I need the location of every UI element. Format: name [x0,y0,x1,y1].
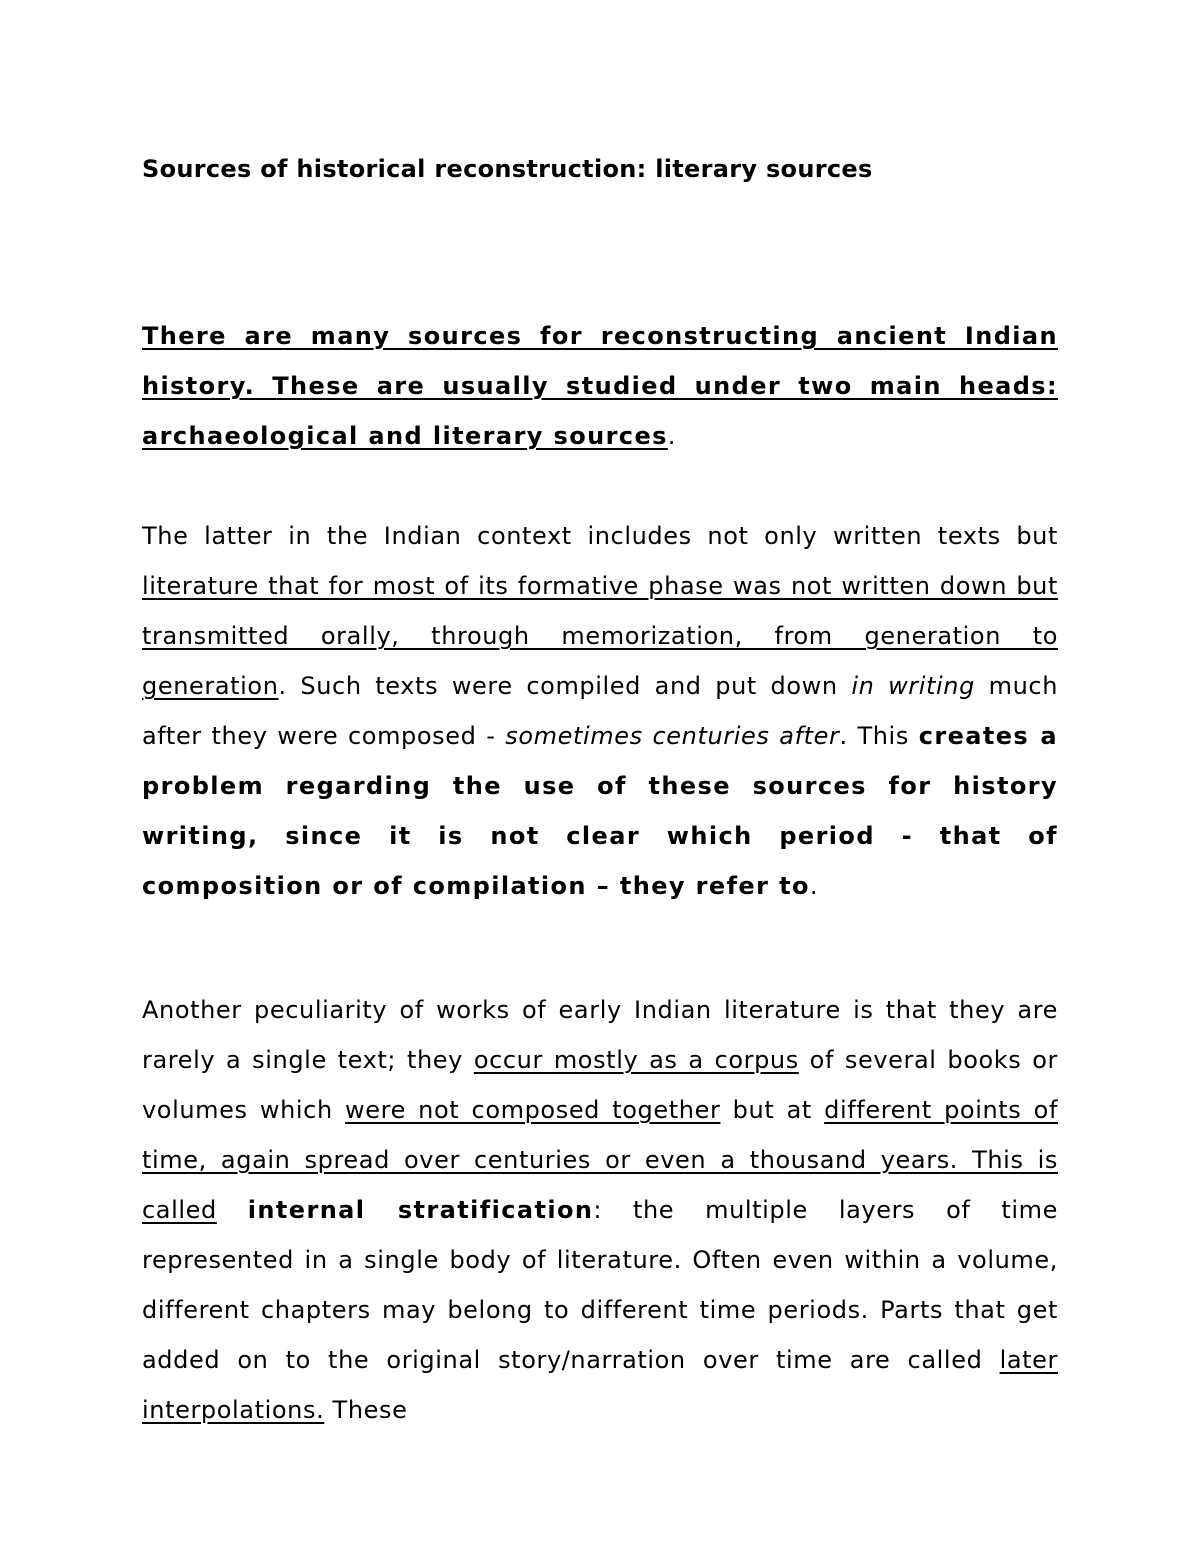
p3-text-3: but at [720,1096,825,1124]
p2-italic-in-writing: in writing [851,672,975,700]
intro-underlined-text: There are many sources for reconstructing ancient Indian history. These are usually studied under two main heads: archaeological and literary sources [142,322,1058,450]
intro-period: . [667,422,677,450]
paragraph-literary-sources [142,511,1058,911]
p3-underlined-later-interpolations: later interpolations. [142,1346,1058,1424]
p3-underlined-corpus: occur mostly as a corpus [473,1046,799,1074]
p3-underlined-not-composed-together: were not composed together [345,1096,721,1124]
p3-underlined-different-points: different points of time, again spread over centuries or even a thousand years. This is called [142,1096,1058,1224]
p3-text-4: : the multiple layers of time represented in a single body of literature. Often even within a volume, different chapters may belong to different time periods. Parts that get added on to the original story/narration over time are called [142,1196,1058,1374]
paragraph-intro [142,311,1058,461]
p2-text-3: much after they were composed - [142,672,1059,750]
paragraph-stratification [142,985,1058,1435]
document-title: Sources of historical reconstruction: literary sources [142,155,873,183]
document-page [142,0,1058,1553]
p2-text-2: . Such texts were compiled and put down [278,672,852,700]
p2-text-4: . This [839,722,919,750]
p3-space [217,1196,248,1224]
p3-text-2: of several books or volumes which [142,1046,1058,1124]
p3-text-1: Another peculiarity of works of early Indian literature is that they are rarely a single text; they [142,996,1058,1074]
p2-text-1: The latter in the Indian context includes not only written texts but [142,522,1058,550]
p2-period: . [809,872,819,900]
p2-underlined-oral-tradition: literature that for most of its formative phase was not written down but transmitted orally, through memorization, from generation to generation [142,572,1058,700]
p2-bold-problem: creates a problem regarding the use of these sources for history writing, since it is not clear which period - that of composition or of compilation – they refer to [142,722,1058,900]
p3-text-5: These [324,1396,408,1424]
p2-italic-centuries-after: sometimes centuries after [505,722,840,750]
p3-bold-internal-stratification: internal stratification [247,1196,594,1224]
